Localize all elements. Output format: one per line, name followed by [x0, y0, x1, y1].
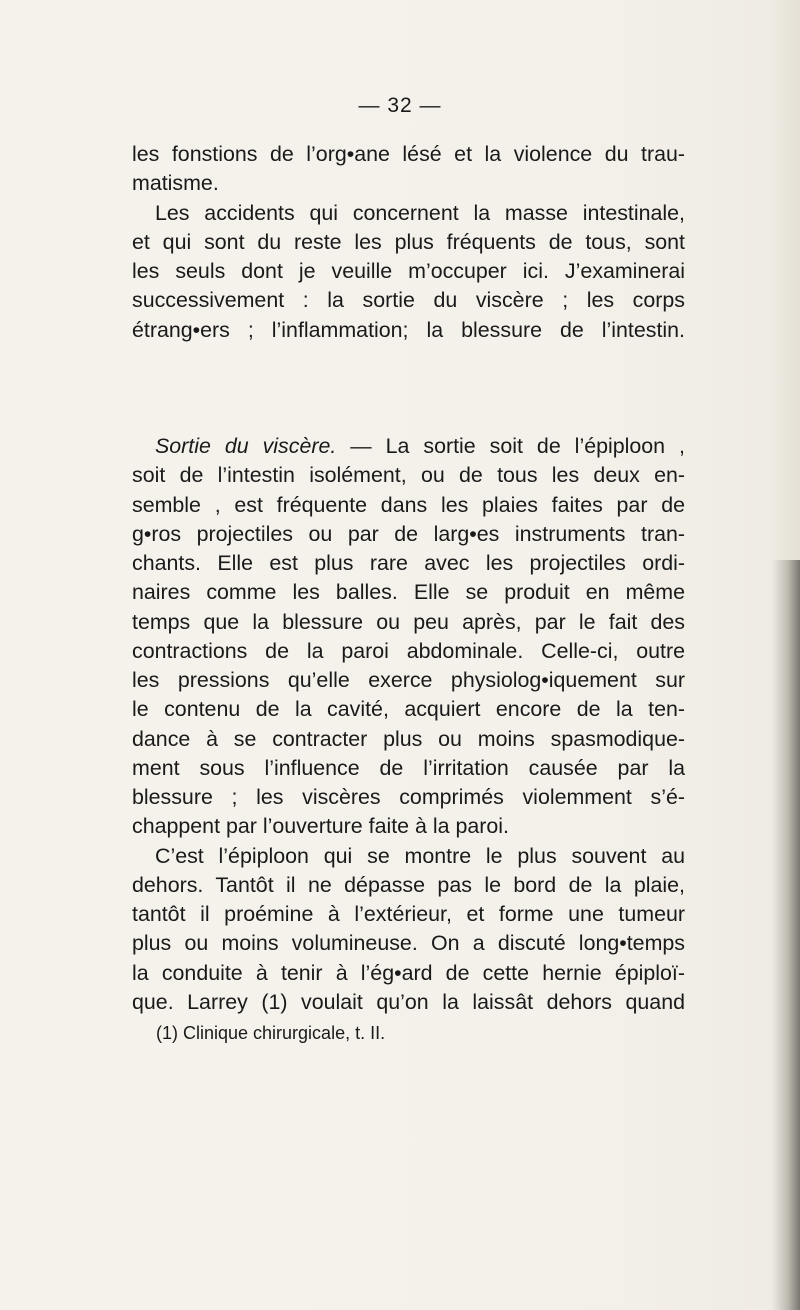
text-line: les pressions qu’elle exerce physiolog•iquement sur — [132, 668, 685, 692]
text-line: tantôt il proémine à l’extérieur, et forme une tumeur — [132, 902, 685, 926]
text-line: dance à se contracter plus ou moins spasmodique- — [132, 726, 685, 751]
text-line: la conduite à tenir à l’ég•ard de cette hernie épiploï- — [132, 960, 685, 985]
text-line: successivement : la sortie du viscère ; les corps — [132, 288, 685, 313]
text-line: matisme. — [132, 171, 219, 196]
heading-line-rest: — La sortie soit de l’épiploon , — [336, 434, 685, 458]
text-line: chants. Elle est plus rare avec les projectiles ordi- — [132, 551, 685, 575]
text-line: g•ros projectiles ou par de larg•es instruments tran- — [132, 521, 685, 546]
page-number: — 32 — — [358, 94, 442, 117]
text-line: contractions de la paroi abdominale. Celle-ci, outre — [132, 638, 685, 663]
text-line: Les accidents qui concernent la masse intestinale, — [155, 200, 685, 225]
text-line: semble , est fréquente dans les plaies faites par de — [132, 492, 685, 517]
paragraph-3 — [132, 432, 685, 842]
text-line: les fonstions de l’org•ane lésé et la violence du trau- — [132, 142, 685, 166]
text-line: étrang•ers ; l’inflammation; la blessure de l’intestin. — [132, 317, 685, 342]
text-block-top — [132, 140, 685, 345]
text-line: dehors. Tantôt il ne dépasse pas le bord de la plaie, — [132, 872, 685, 897]
text-line: et qui sont du reste les plus fréquents de tous, sont — [132, 229, 685, 254]
page-edge-shadow — [772, 560, 800, 1310]
text-line: plus ou moins volumineuse. On a discuté long•temps — [132, 931, 685, 956]
text-line: les seuls dont je veuille m’occuper ici. J’examinerai — [132, 259, 685, 283]
paragraph-4 — [132, 842, 685, 1018]
text-line: chappent par l’ouverture faite à la paroi. — [132, 814, 509, 839]
section-heading: Sortie du viscère. — [155, 434, 337, 458]
text-line: le contenu de la cavité, acquiert encore de la ten- — [132, 697, 685, 722]
text-block-main — [132, 432, 685, 1017]
text-line: naires comme les balles. Elle se produit en même — [132, 580, 685, 605]
text-line: blessure ; les viscères comprimés violemment s’é- — [132, 785, 685, 809]
text-line: soit de l’intestin isolément, ou de tous les deux en- — [132, 463, 685, 488]
text-line: C’est l’épiploon qui se montre le plus souvent au — [155, 843, 685, 868]
text-line: ment sous l’influence de l’irritation causée par la — [132, 755, 685, 780]
text-line-with-heading — [132, 432, 685, 461]
paragraph-2 — [132, 199, 685, 345]
footnote: (1) Clinique chirurgicale, t. II. — [156, 1023, 386, 1043]
paragraph-1 — [132, 140, 685, 199]
text-line: temps que la blessure ou peu après, par le fait des — [132, 609, 685, 634]
text-line: que. Larrey (1) voulait qu’on la laissât dehors quand — [132, 989, 685, 1014]
